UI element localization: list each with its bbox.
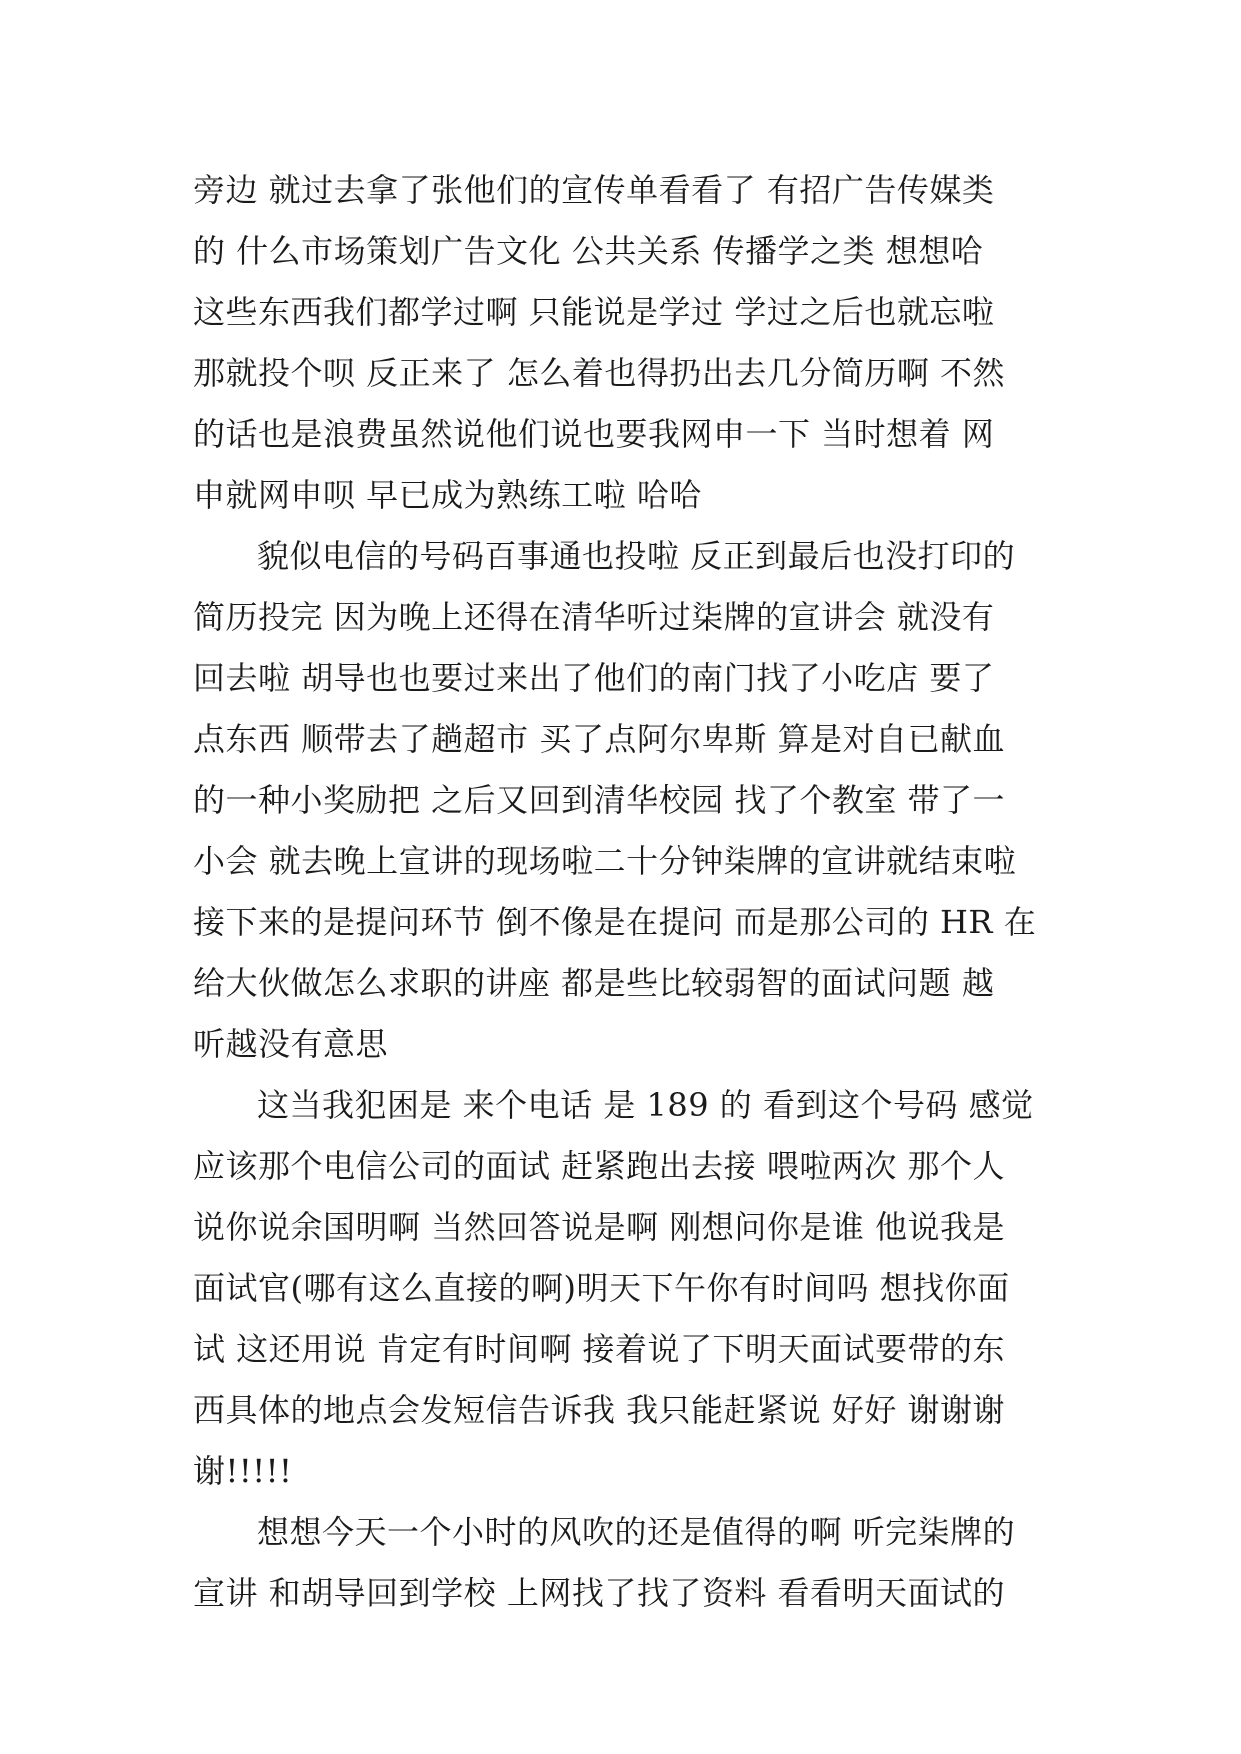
text-line: 的话也是浪费虽然说他们说也要我网申一下 当时想着 网	[193, 415, 995, 453]
text-line: 这些东西我们都学过啊 只能说是学过 学过之后也就忘啦	[193, 293, 995, 331]
text-line: 申就网申呗 早已成为熟练工啦 哈哈	[193, 476, 702, 514]
paragraph-4	[193, 1502, 1073, 1624]
text-line: 这当我犯困是 来个电话 是 189 的 看到这个号码 感觉	[257, 1086, 1034, 1124]
text-line: 小会 就去晚上宣讲的现场啦二十分钟柒牌的宣讲就结束啦	[193, 842, 1017, 880]
text-line: 应该那个电信公司的面试 赶紧跑出去接 喂啦两次 那个人	[193, 1147, 1006, 1185]
paragraph-2	[193, 526, 1073, 1075]
text-line: 貌似电信的号码百事通也投啦 反正到最后也没打印的	[257, 537, 1016, 575]
text-line: 想想今天一个小时的风吹的还是值得的啊 听完柒牌的	[257, 1513, 1016, 1551]
text-line: 简历投完 因为晚上还得在清华听过柒牌的宣讲会 就没有	[193, 598, 995, 636]
text-line: 西具体的地点会发短信告诉我 我只能赶紧说 好好 谢谢谢	[193, 1391, 1006, 1429]
text-line: 听越没有意思	[193, 1025, 389, 1063]
paragraph-3	[193, 1075, 1073, 1502]
text-line: 说你说余国明啊 当然回答说是啊 刚想问你是谁 他说我是	[193, 1208, 1006, 1246]
text-line: 的一种小奖励把 之后又回到清华校园 找了个教室 带了一	[193, 781, 1006, 819]
text-line: 回去啦 胡导也也要过来出了他们的南门找了小吃店 要了	[193, 659, 995, 697]
text-line: 谢!!!!!	[193, 1452, 293, 1490]
text-line: 接下来的是提问环节 倒不像是在提问 而是那公司的 HR 在	[193, 903, 1037, 941]
text-line: 试 这还用说 肯定有时间啊 接着说了下明天面试要带的东	[193, 1330, 1006, 1368]
text-line: 旁边 就过去拿了张他们的宣传单看看了 有招广告传媒类	[193, 171, 995, 209]
text-line: 面试官(哪有这么直接的啊)明天下午你有时间吗 想找你面	[193, 1269, 1010, 1307]
text-line: 的 什么市场策划广告文化 公共关系 传播学之类 想想哈	[193, 232, 984, 270]
body-text	[193, 160, 1073, 1624]
paragraph-1	[193, 160, 1073, 526]
text-line: 给大伙做怎么求职的讲座 都是些比较弱智的面试问题 越	[193, 964, 995, 1002]
text-line: 那就投个呗 反正来了 怎么着也得扔出去几分简历啊 不然	[193, 354, 1006, 392]
text-line: 点东西 顺带去了趟超市 买了点阿尔卑斯 算是对自已献血	[193, 720, 1006, 758]
text-line: 宣讲 和胡导回到学校 上网找了找了资料 看看明天面试的	[193, 1574, 1006, 1612]
